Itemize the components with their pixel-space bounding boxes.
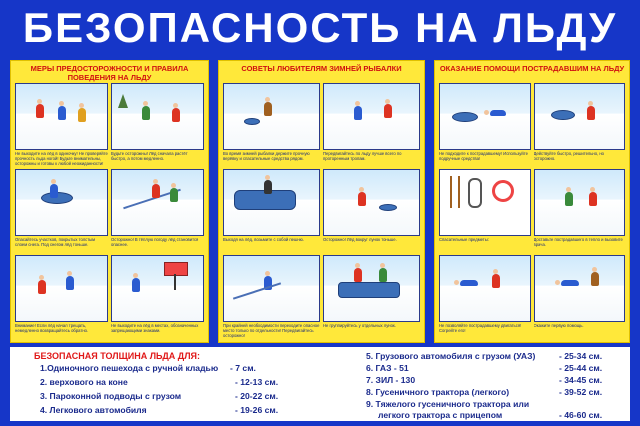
thickness-row [40,363,256,373]
thickness-row [366,375,603,385]
illustration [534,255,626,322]
panel-fishing-tips [218,60,425,343]
thickness-row [40,391,279,401]
illustration-card [323,255,420,338]
thickness-label: 6. ГАЗ - 51 [366,363,409,373]
illustration [534,83,626,150]
illustration-caption: Внимание! Если лёд начал трещать, немедленно возвращайтесь обратно. [15,323,89,333]
illustration-card [15,169,108,252]
illustration-caption: Не выходите на лёд в одиночку! Не проверяйте прочность льда ногой! Будьте внимательны, осторожны и готовы к любой неожиданности! [15,151,108,166]
illustration-card [439,169,531,252]
illustration-card [223,169,320,252]
illustration-card [223,83,320,166]
illustration-caption: Не подходите к пострадавшему! Используйте подручные средства! [439,151,528,161]
illustration-caption: Не группируйтесь у отдельных лунок. [323,323,396,328]
illustration-card [439,255,531,338]
thickness-value: - 34-45 см. [559,375,603,385]
thickness-label: 9. Тяжелого гусеничного трактора или [366,399,530,409]
thickness-value: - 7 см. [230,363,256,373]
thickness-row [40,377,279,387]
thickness-value: - 25-44 см. [559,363,603,373]
illustration-card [323,83,420,166]
thickness-label: 4. Легкового автомобиля [40,405,147,415]
thickness-row [366,399,529,409]
panel-header: СОВЕТЫ ЛЮБИТЕЛЯМ ЗИМНЕЙ РЫБАЛКИ [241,64,402,73]
thickness-row [366,351,603,361]
thickness-row [366,387,603,397]
thickness-value: - 19-26 см. [235,405,279,415]
illustration [15,83,108,150]
illustration-caption: Не выходите на лёд в местах, обозначенных запрещающими знаками. [111,323,199,333]
panel-first-aid [434,60,630,343]
illustration [323,83,420,150]
illustration [223,255,320,322]
illustration [223,83,320,150]
illustration-caption: Опасайтесь участков, покрытых толстым слоем снега. Под снегом лёд тоньше. [15,237,96,247]
illustration [111,83,204,150]
illustration [223,169,320,236]
illustration-caption: Осторожно! Лёд вокруг лунок тоньше. [323,237,397,242]
illustration-caption: Спасательные предметы: [439,237,489,242]
thickness-label: 1.Одиночного пешехода с ручной кладью [40,363,219,373]
illustration [111,169,204,236]
illustration-caption: Окажите первую помощь. [533,323,584,328]
thickness-title: БЕЗОПАСНАЯ ТОЛЩИНА ЛЬДА ДЛЯ: [34,351,200,361]
thickness-row [378,410,603,420]
thickness-value: - 25-34 см. [559,351,603,361]
illustration-caption: Осторожно! В тёплую погоду лёд становится опаснее. [111,237,199,247]
illustration-caption: Во время зимней рыбалки держите прочную верёвку и спасательные средства рядом. [223,151,310,161]
thickness-row [40,405,279,415]
illustration [439,169,531,236]
illustration [15,255,108,322]
illustration-caption: Действуйте быстро, решительно, но осторожно. [533,151,605,161]
illustration-caption: При крайней необходимости переходите опасное место только по отдельности! Передвигайтесь осторожно! [223,323,320,338]
thickness-row [366,363,603,373]
illustration-card [15,83,108,166]
thickness-label: 5. Грузового автомобиля с грузом (УАЗ) [366,351,536,361]
illustration [534,169,626,236]
illustration [439,255,531,322]
illustration-card [534,83,626,166]
illustration [323,169,420,236]
illustration-card [223,255,320,338]
thickness-label: 7. ЗИЛ - 130 [366,375,416,385]
poster-title: БЕЗОПАСНОСТЬ НА ЛЬДУ [22,4,618,51]
thickness-value: - 46-60 см. [559,410,603,420]
illustration-card [534,255,626,338]
panel-precautions [10,60,209,343]
illustration-caption: Передвигайтесь по льду лучше всего по проторенным тропам. [323,151,402,161]
illustration [323,255,420,322]
thickness-label: легкого трактора с прицепом [378,410,503,420]
thickness-value: - 20-22 см. [235,391,279,401]
illustration [111,255,204,322]
illustration-caption: Доставьте пострадавшего в тепло и вызовите врача. [533,237,623,247]
panel-header: МЕРЫ ПРЕДОСТОРОЖНОСТИ И ПРАВИЛА ПОВЕДЕНИЯ НА ЛЬДУ [30,64,189,82]
illustration-card [111,169,204,252]
thickness-value: - 12-13 см. [235,377,279,387]
panel-header: ОКАЗАНИЕ ПОМОЩИ ПОСТРАДАВШИМ НА ЛЬДУ [439,64,625,73]
thickness-label: 8. Гусеничного трактора (легкого) [366,387,510,397]
illustration-caption: Выходя на лёд, возьмите с собой пешню. [223,237,304,242]
illustration-card [439,83,531,166]
thickness-label: 3. Пароконной подводы с грузом [40,391,182,401]
illustration-card [111,83,204,166]
illustration-card [15,255,108,338]
illustration-caption: Не позволяйте пострадавшему двигаться! Согрейте его! [439,323,522,333]
illustration-card [534,169,626,252]
illustration [15,169,108,236]
thickness-value: - 39-52 см. [559,387,603,397]
illustration [439,83,531,150]
ice-thickness-table [10,347,630,421]
illustration-caption: Будьте осторожны! Лёд сначала растёт быстро, а потом медленно. [111,151,188,161]
thickness-label: 2. верхового на коне [40,377,128,387]
illustration-card [323,169,420,252]
illustration-card [111,255,204,338]
